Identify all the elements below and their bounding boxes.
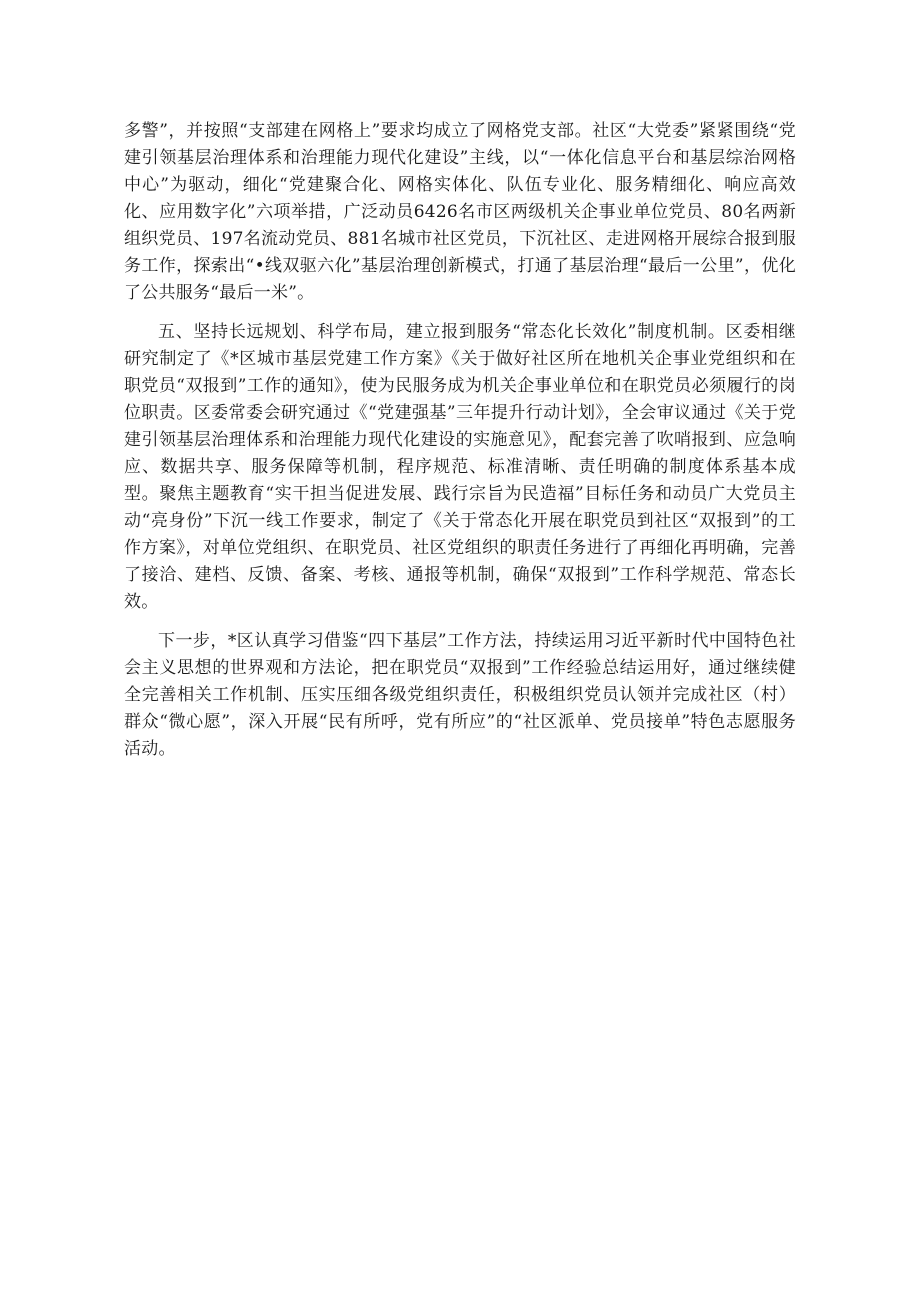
paragraph-next-steps: 下一步，*区认真学习借鉴“四下基层”工作方法，持续运用习近平新时代中国特色社会主义思想的世界观和方法论，把在职党员“双报到”工作经验总结运用好，通过继续健全完善相关工作机制、压实压细各级党组织责任，积极组织党员认领并完成社区（村）群众“微心愿”，深入开展“民有所呼，党有所应”的“社区派单、党员接单”特色志愿服务活动。: [124, 631, 796, 759]
paragraph-section-five: 五、坚持长远规划、科学布局，建立报到服务“常态化长效化”制度机制。区委相继研究制定了《*区城市基层党建工作方案》《关于做好社区所在地机关企事业党组织和在职党员“双报到”工作的通知》，使为民服务成为机关企事业单位和在职党员必须履行的岗位职责。区委常委会研究通过《“党建强基”三年提升行动计划》，全会审议通过《关于党建引领基层治理体系和治理能力现代化建设的实施意见》，配套完善了吹哨报到、应急响应、数据共享、服务保障等机制，程序规范、标准清晰、责任明确的制度体系基本成型。聚焦主题教育“实干担当促进发展、践行宗旨为民造福”目标任务和动员广大党员主动“亮身份”下沉一线工作要求，制定了《关于常态化开展在职党员到社区“双报到”的工作方案》，对单位党组织、在职党员、社区党组织的职责任务进行了再细化再明确，完善了接洽、建档、反馈、备案、考核、通报等机制，确保“双报到”工作科学规范、常态长效。: [124, 322, 796, 612]
paragraph-continued: 多警”，并按照“支部建在网格上”要求均成立了网格党支部。社区“大党委”紧紧围绕“党建引领基层治理体系和治理能力现代化建设”主线，以“一体化信息平台和基层综治网格中心”为驱动，细化“党建聚合化、网格实体化、队伍专业化、服务精细化、响应高效化、应用数字化”六项举措，广泛动员6426名市区两级机关企事业单位党员、80名两新组织党员、197名流动党员、881名城市社区党员，下沉社区、走进网格开展综合报到服务工作，探索出“•线双驱六化”基层治理创新模式，打通了基层治理“最后一公里”，优化了公共服务“最后一米”。: [124, 121, 796, 303]
document-page: [124, 118, 796, 775]
